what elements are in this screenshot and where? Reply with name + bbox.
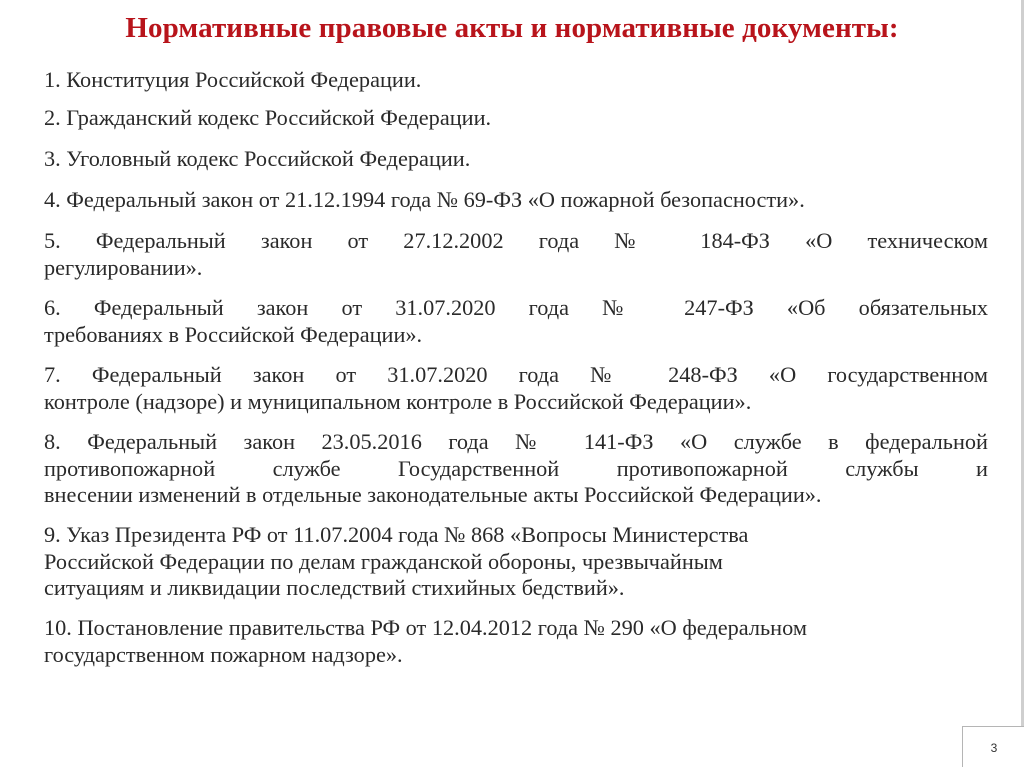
list-item-5 <box>44 228 988 281</box>
list-item-line: противопожарной службе Государственной противопожарной службы и <box>44 455 988 481</box>
list-item-line: 1. Конституция Российской Федерации. <box>44 67 422 92</box>
list-item-line: ситуациям и ликвидации последствий стихийных бедствий». <box>44 575 625 600</box>
list-item-10 <box>44 615 988 668</box>
list-item-9 <box>44 522 988 602</box>
list-item-7 <box>44 362 988 415</box>
list-item-line: контроле (надзоре) и муниципальном контроле в Российской Федерации». <box>44 388 752 414</box>
list-item-line: 5. Федеральный закон от 27.12.2002 года № 184-ФЗ «О техническом <box>44 228 988 253</box>
list-item-line: 7. Федеральный закон от 31.07.2020 года № 248-ФЗ «О государственном <box>44 362 988 387</box>
page-number-box <box>962 726 1024 767</box>
list-item-8 <box>44 429 988 509</box>
list-item-line: 3. Уголовный кодекс Российской Федерации. <box>44 146 471 171</box>
list-item-line: 10. Постановление правительства РФ от 12.04.2012 года № 290 «О федеральном <box>44 615 807 640</box>
list-item-line: государственном пожарном надзоре». <box>44 641 403 667</box>
list-item-6 <box>44 295 988 348</box>
list-item-line: 8. Федеральный закон 23.05.2016 года № 141-ФЗ «О службе в федеральной <box>44 429 988 454</box>
list-item-line: регулировании». <box>44 254 203 280</box>
list-item-line: 6. Федеральный закон от 31.07.2020 года № 247-ФЗ «Об обязательных <box>44 295 988 320</box>
list-item-line: 2. Гражданский кодекс Российской Федерации. <box>44 105 492 130</box>
slide-title: Нормативные правовые акты и нормативные документы: <box>125 12 899 44</box>
list-item-line: Российской Федерации по делам гражданской обороны, чрезвычайным <box>44 548 723 574</box>
list-item-line: внесении изменений в отдельные законодательные акты Российской Федерации». <box>44 482 822 507</box>
list-item-4 <box>44 187 988 214</box>
list-item-line: 9. Указ Президента РФ от 11.07.2004 года № 868 «Вопросы Министерства <box>44 522 749 547</box>
page-number: 3 <box>990 741 998 755</box>
list-item-line: требованиях в Российской Федерации». <box>44 321 423 347</box>
list-item-line: 4. Федеральный закон от 21.12.1994 года № 69-ФЗ «О пожарной безопасности». <box>44 187 805 212</box>
list-item-1 <box>44 67 988 94</box>
list-item-2 <box>44 105 988 132</box>
list-item-3 <box>44 146 988 173</box>
